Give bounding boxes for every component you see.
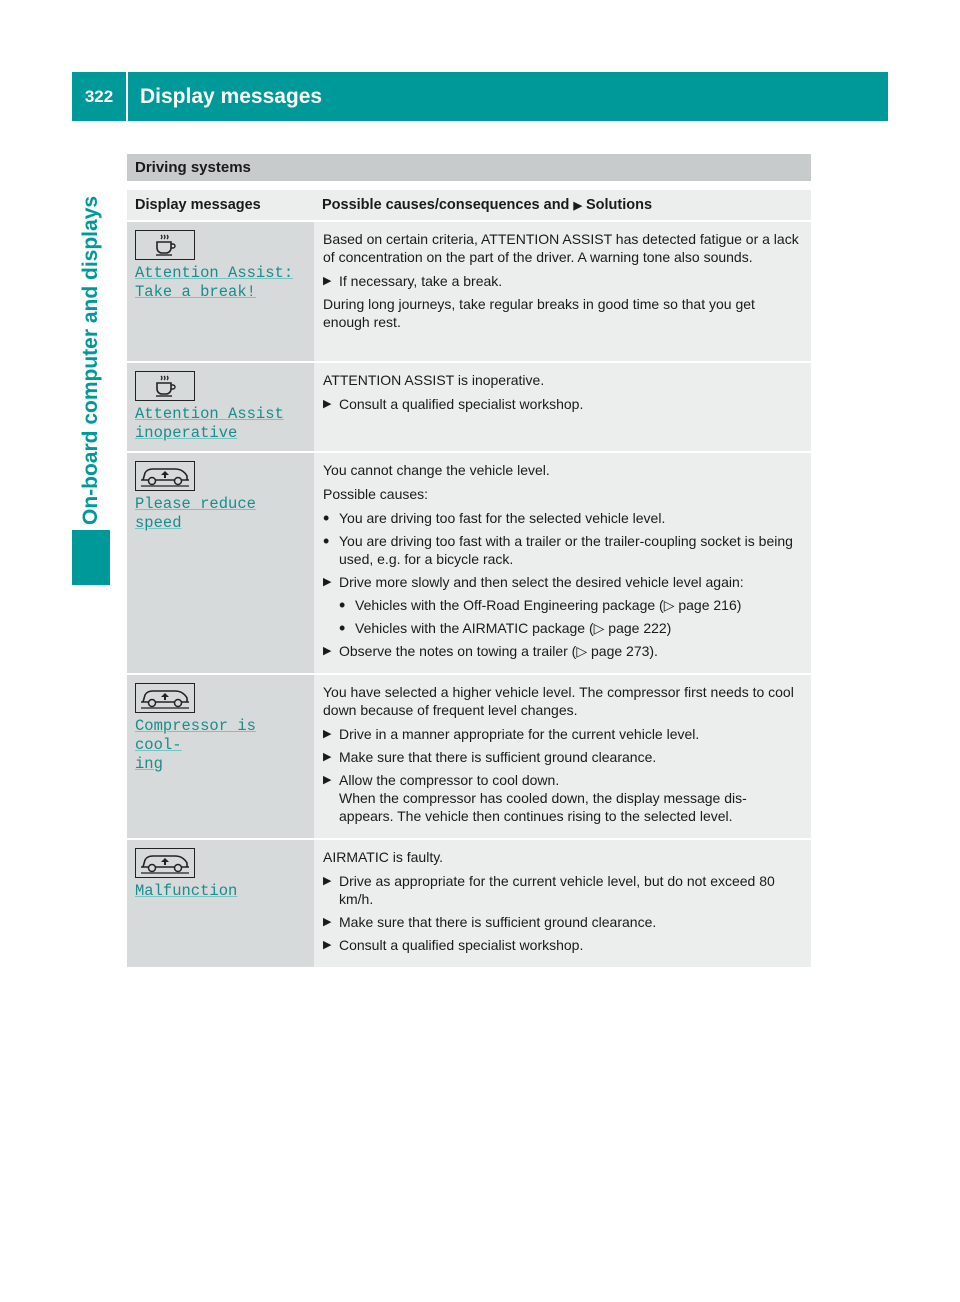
note-text: During long journeys, take regular breaks in good time so that you get enough rest.	[323, 296, 755, 330]
action-text: Allow the compressor to cool down.	[339, 772, 560, 788]
message-cell	[127, 675, 314, 838]
solution-cell	[314, 453, 811, 673]
vehicle-level-icon	[135, 461, 195, 491]
bullet-icon: •	[339, 595, 346, 615]
chapter-side-tab	[72, 130, 110, 585]
cause-text: AIRMATIC is faulty.	[323, 849, 444, 865]
sub-bullet	[323, 596, 803, 614]
solution-cell	[314, 675, 811, 838]
bullet-text: You are driving too fast for the selected vehicle level.	[339, 510, 666, 526]
table-header-row	[127, 190, 811, 220]
message-cell	[127, 363, 314, 451]
action-arrow-icon: ▶	[323, 275, 332, 287]
solution-cell	[314, 363, 811, 451]
table-row	[127, 222, 811, 361]
bullet-icon: •	[339, 618, 346, 638]
action-arrow-icon: ▶	[323, 875, 332, 887]
display-message-line: ing	[135, 755, 163, 773]
action-item	[323, 748, 803, 766]
action-text: Drive as appropriate for the current vehicle level, but do not exceed 80 km/h.	[339, 873, 775, 907]
action-text-group	[339, 771, 803, 825]
page-reference-link[interactable]: Vehicles with the AIRMATIC package (▷ page 222)	[355, 620, 672, 636]
cause-heading: Possible causes:	[323, 486, 429, 502]
action-arrow-icon: ▶	[323, 728, 332, 740]
column-header-causes: Possible causes/consequences and	[322, 197, 570, 213]
bullet-icon: •	[323, 508, 330, 528]
display-message-line: Attention Assist:	[135, 264, 294, 282]
action-item	[323, 913, 803, 931]
solution-cell	[314, 840, 811, 967]
action-item	[323, 395, 803, 413]
display-message-line: Attention Assist	[135, 405, 284, 423]
action-text: Drive in a manner appropriate for the current vehicle level.	[339, 726, 700, 742]
display-message-line: Compressor is cool‐	[135, 717, 256, 754]
action-text: Make sure that there is sufficient ground clearance.	[339, 914, 657, 930]
chapter-marker	[72, 530, 110, 585]
display-messages-table	[127, 188, 811, 969]
message-cell	[127, 840, 314, 967]
display-message-line: Please reduce speed	[135, 495, 256, 532]
bullet-text: You are driving too fast with a trailer or the trailer-coupling socket is being used, e.g. for a bicycle rack.	[339, 533, 793, 567]
page-header	[72, 72, 888, 121]
display-message-line: Take a break!	[135, 283, 256, 301]
action-arrow-icon: ▶	[323, 916, 332, 928]
display-message-line: Malfunction	[135, 882, 238, 900]
action-text: If necessary, take a break.	[339, 273, 503, 289]
action-arrow-icon: ▶	[323, 751, 332, 763]
action-item	[323, 872, 803, 908]
column-header-solutions-label: Solutions	[585, 197, 653, 213]
page-number: 322	[84, 86, 114, 106]
cause-text: ATTENTION ASSIST is inoperative.	[323, 372, 545, 388]
table-row	[127, 453, 811, 673]
action-item	[323, 936, 803, 954]
display-message-line: inoperative	[135, 424, 238, 442]
action-item	[323, 573, 803, 591]
table-row	[127, 840, 811, 967]
action-result-text: When the compressor has cooled down, the display message dis- appears. The vehicle then continues rising to the selected level.	[339, 790, 747, 824]
vehicle-level-icon	[135, 848, 195, 878]
action-text: Drive more slowly and then select the desired vehicle level again:	[339, 574, 744, 590]
cause-text: You have selected a higher vehicle level. The compressor first needs to cool down because of frequent level changes.	[323, 684, 794, 718]
action-item	[323, 725, 803, 743]
action-arrow-icon: ▶	[323, 576, 332, 588]
column-header-messages: Display messages	[127, 190, 314, 220]
action-item	[323, 272, 803, 290]
action-text: Consult a qualified specialist workshop.	[339, 937, 584, 953]
action-arrow-icon: ▶	[323, 645, 332, 657]
sub-bullet	[323, 619, 803, 637]
section-title: Driving systems	[127, 154, 811, 181]
bullet-icon: •	[323, 531, 330, 551]
column-header-solutions	[314, 190, 811, 220]
coffee-cup-icon	[135, 371, 195, 401]
chapter-title: On-board computer and displays	[79, 195, 102, 525]
page-reference-link[interactable]: Observe the notes on towing a trailer (▷ page 273).	[339, 643, 658, 659]
solution-cell	[314, 222, 811, 361]
cause-bullet	[323, 532, 803, 568]
table-row	[127, 675, 811, 838]
page-reference-link[interactable]: Vehicles with the Off-Road Engineering package (▷ page 216)	[355, 597, 742, 613]
cause-text: Based on certain criteria, ATTENTION ASSIST has detected fatigue or a lack of concentration on the part of the driver. A warning tone also sounds.	[323, 231, 799, 265]
action-arrow-icon: ▶	[323, 939, 332, 951]
message-cell	[127, 222, 314, 361]
action-arrow-icon: ▶	[323, 398, 332, 410]
page-title: Display messages	[140, 84, 323, 108]
cause-bullet	[323, 509, 803, 527]
vehicle-level-icon	[135, 683, 195, 713]
action-text: Make sure that there is sufficient ground clearance.	[339, 749, 657, 765]
header-divider	[126, 72, 128, 121]
action-item	[323, 771, 803, 825]
coffee-cup-icon	[135, 230, 195, 260]
action-arrow-icon: ▶	[323, 774, 332, 786]
action-item	[323, 642, 803, 660]
message-cell	[127, 453, 314, 673]
arrow-icon: ▶	[573, 200, 582, 212]
cause-text: You cannot change the vehicle level.	[323, 462, 550, 478]
action-text: Consult a qualified specialist workshop.	[339, 396, 584, 412]
table-row	[127, 363, 811, 451]
